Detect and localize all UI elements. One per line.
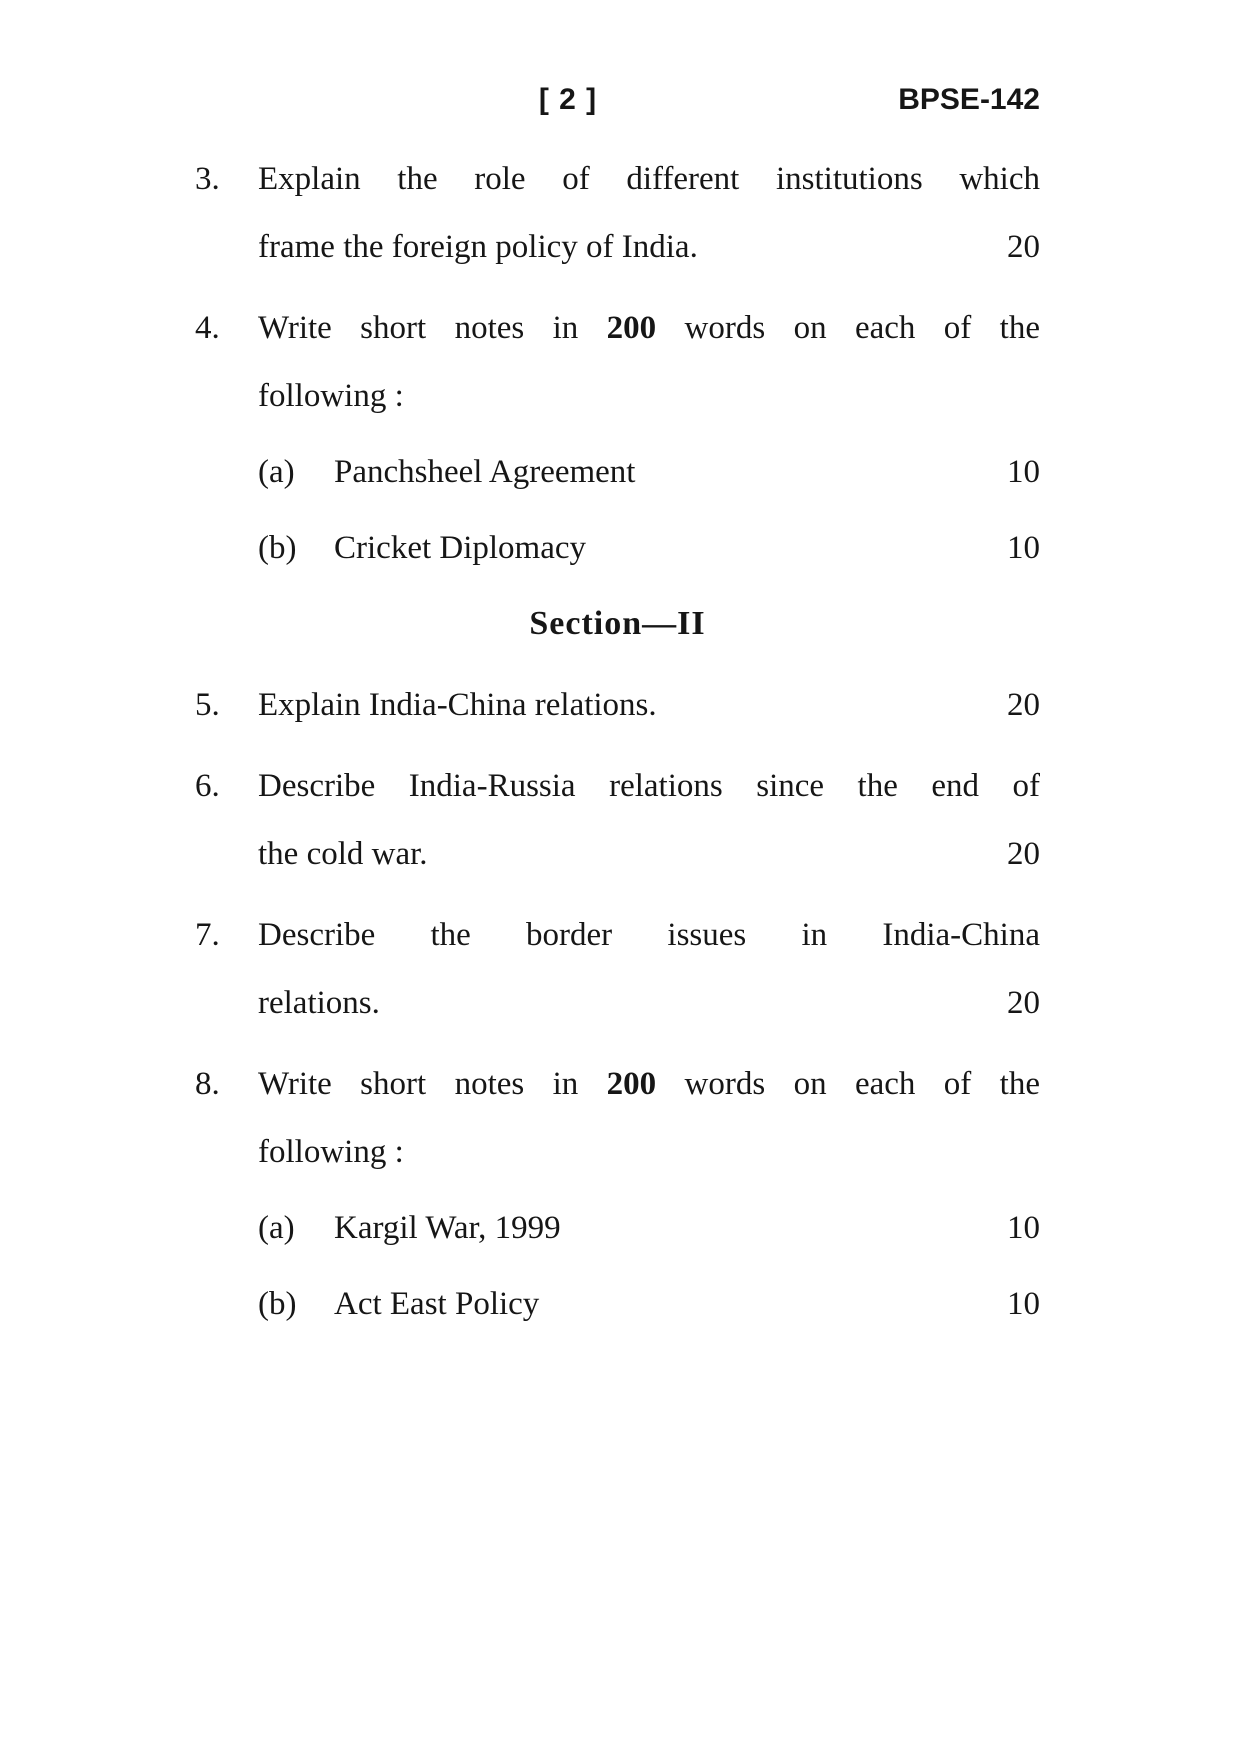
question-text-line [258, 969, 1040, 1037]
marks-value: 10 [1007, 530, 1040, 566]
marks-value: 20 [1007, 687, 1040, 723]
question-5 [195, 671, 1040, 739]
question-3 [195, 145, 1040, 281]
question-text-line [258, 820, 1040, 888]
sub-question-a [258, 1194, 1040, 1262]
sub-question-b [258, 1270, 1040, 1338]
question-text-line: Explain the role of different institutions which [258, 161, 1040, 197]
question-text: Write short notes in [258, 310, 607, 346]
question-text-line [258, 671, 1040, 739]
question-text-line: following : [258, 378, 404, 414]
question-body [258, 752, 1040, 888]
section-heading: Section—II [529, 605, 706, 642]
question-body [258, 671, 1040, 739]
page-header [195, 82, 1040, 122]
question-6 [195, 752, 1040, 888]
question-number: 6. [195, 768, 220, 804]
question-number: 4. [195, 310, 220, 346]
question-text-line [258, 294, 1040, 362]
question-text-line [258, 1050, 1040, 1118]
question-text-line: Describe the border issues in India-China [258, 917, 1040, 953]
question-number: 3. [195, 161, 220, 197]
question-text: frame the foreign policy of India. [258, 229, 698, 265]
question-text: Explain India-China relations. [258, 687, 657, 723]
marks-value: 20 [1007, 229, 1040, 265]
word-count-bold: 200 [606, 1066, 657, 1102]
question-body [258, 145, 1040, 281]
sub-question-label: (b) [258, 530, 297, 566]
questions-list [195, 145, 1040, 1338]
question-text: words on each of the [656, 1066, 1040, 1102]
question-text: the cold war. [258, 836, 428, 872]
sub-question-label: (b) [258, 1286, 297, 1322]
sub-question-a [258, 438, 1040, 506]
question-7 [195, 901, 1040, 1037]
question-body [258, 1050, 1040, 1338]
sub-question-text: Cricket Diplomacy [334, 530, 587, 566]
marks-value: 10 [1007, 1286, 1040, 1322]
sub-question-b [258, 514, 1040, 582]
question-number: 8. [195, 1066, 220, 1102]
question-4 [195, 294, 1040, 582]
question-text-line: Describe India-Russia relations since the end of [258, 768, 1040, 804]
question-body [258, 901, 1040, 1037]
marks-value: 20 [1007, 985, 1040, 1021]
word-count-bold: 200 [606, 310, 657, 346]
question-text: relations. [258, 985, 380, 1021]
question-8 [195, 1050, 1040, 1338]
question-number: 5. [195, 687, 220, 723]
question-text: Write short notes in [258, 1066, 607, 1102]
sub-question-text: Panchsheel Agreement [334, 454, 636, 490]
question-text-line [258, 213, 1040, 281]
marks-value: 20 [1007, 836, 1040, 872]
question-text: words on each of the [656, 310, 1040, 346]
sub-question-label: (a) [258, 1210, 295, 1246]
question-body [258, 294, 1040, 582]
sub-question-text: Act East Policy [334, 1286, 540, 1322]
sub-question-text: Kargil War, 1999 [334, 1210, 561, 1246]
page-number: [ 2 ] [538, 83, 598, 116]
question-text-line: following : [258, 1134, 404, 1170]
marks-value: 10 [1007, 454, 1040, 490]
paper-code: BPSE-142 [898, 83, 1040, 116]
sub-question-label: (a) [258, 454, 295, 490]
marks-value: 10 [1007, 1210, 1040, 1246]
question-number: 7. [195, 917, 220, 953]
